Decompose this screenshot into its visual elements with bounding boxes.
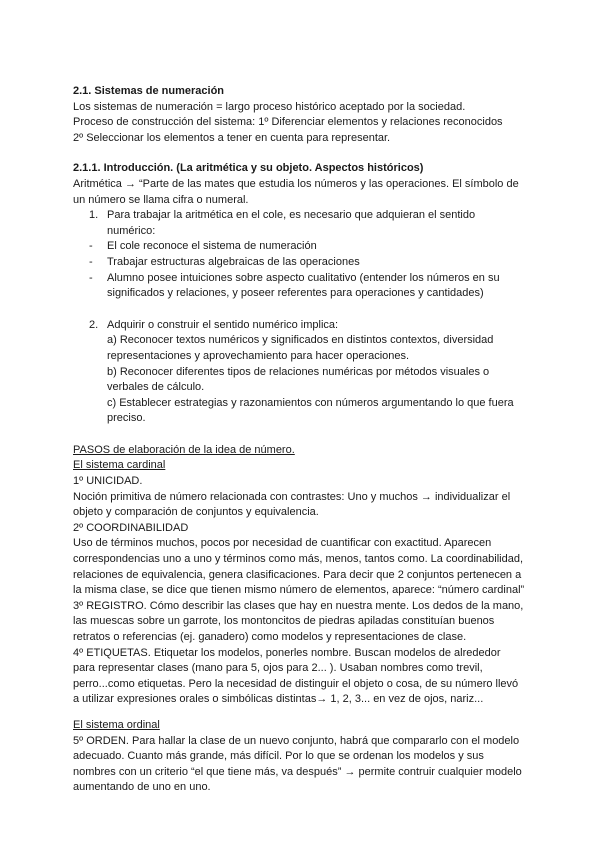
paragraph-line: nombres con un criterio “el que tiene más, va después” → permite contruir cualquier modelo (73, 765, 522, 778)
sub-item-line: verbales de cálculo. (107, 381, 205, 394)
sub-item-line: c) Establecer estrategias y razonamientos con números argumentando lo que fuera (107, 396, 514, 409)
list-marker: - (89, 240, 93, 253)
paragraph-line: adecuado. Cuanto más grande, más difícil. Por lo que se ordenan los modelos y sus (73, 750, 484, 763)
list-item-line: Alumno posee intuiciones sobre aspecto cualitativo (entender los números en su (107, 271, 500, 284)
paragraph-line: 2º COORDINABILIDAD (73, 521, 189, 534)
bullet-list-item (73, 271, 533, 302)
sub-item-line: a) Reconocer textos numéricos y significados en distintos contextos, diversidad (107, 334, 494, 347)
list-item-line: numérico: (107, 224, 156, 237)
list-marker: - (89, 271, 93, 284)
paragraph-line: Uso de términos muchos, pocos por necesidad de cuantificar con exactitud. Aparecen (73, 537, 492, 550)
paragraph-line: retratos o referencias (ej. ganadero) como modelos y representaciones de clase. (73, 631, 467, 643)
list-marker: 2. (89, 318, 99, 331)
list-marker: - (89, 255, 93, 268)
paragraph-line: Noción primitiva de número relacionada con contrastes: Uno y muchos → individualizar el (73, 490, 511, 503)
numbered-list-item-1 (73, 208, 533, 239)
list-item-line: Para trabajar la aritmética en el cole, es necesario que adquieran el sentido (107, 209, 476, 222)
paragraph-line: 4º ETIQUETAS. Etiquetar los modelos, ponerles nombre. Buscan modelos de alrededor (73, 646, 501, 659)
list-item-line: Trabajar estructuras algebraicas de las operaciones (107, 255, 360, 268)
list-marker: 1. (89, 209, 99, 222)
paragraph-line: un número se llama cifra o numeral. (73, 193, 249, 206)
paragraph-line: relaciones de equivalencia, genera clasificaciones. Para decir que 2 conjuntos pertenecen a (73, 568, 522, 581)
bullet-list-item (73, 239, 533, 255)
paragraph-line: para representar clases (mano para 5, ojos para 2... ). Usaban nombres como trevil, (73, 662, 483, 675)
numbered-list-item-2 (73, 318, 533, 334)
section-heading-2-1-1: 2.1.1. Introducción. (La aritmética y su objeto. Aspectos históricos) (73, 162, 424, 175)
bullet-list-item (73, 255, 533, 271)
paragraph-line: Los sistemas de numeración = largo proceso histórico aceptado por la sociedad. (73, 100, 466, 113)
section-heading-2-1: 2.1. Sistemas de numeración (73, 85, 225, 97)
paragraph-line: 3º REGISTRO. Cómo describir las clases que hay en nuestra mente. Los dedos de la mano, (73, 599, 524, 612)
subheading-ordinal: El sistema ordinal (73, 718, 160, 731)
sub-item-line: representaciones y aprovechamiento para hacer operaciones. (107, 349, 410, 362)
paragraph-line: Aritmética → “Parte de las mates que estudia los números y las operaciones. El símbolo de (73, 177, 519, 190)
list-item-line: significados y relaciones, y poseer referentes para operaciones y cantidades) (107, 287, 484, 300)
paragraph-line: objeto y comparación de conjuntos y equivalencia. (73, 506, 319, 519)
paragraph-line: 1º UNICIDAD. (73, 475, 143, 488)
section-heading-pasos: PASOS de elaboración de la idea de número. (73, 443, 295, 456)
paragraph-line: aumentando de uno en uno. (73, 781, 211, 794)
subheading-cardinal: El sistema cardinal (73, 459, 166, 472)
paragraph-line: 2º Seleccionar los elementos a tener en cuenta para representar. (73, 131, 391, 144)
list-item-line: El cole reconoce el sistema de numeración (107, 240, 317, 253)
paragraph-line: correspondencias uno a uno y términos como más, menos, tantos como. La coordinabilidad, (73, 553, 524, 566)
sub-item-line: preciso. (107, 412, 146, 425)
document-content (73, 84, 533, 796)
paragraph-line: Proceso de construcción del sistema: 1º Diferenciar elementos y relaciones reconocidos (73, 116, 503, 129)
sub-item-line: b) Reconocer diferentes tipos de relaciones numéricas por métodos visuales o (107, 365, 490, 378)
paragraph-line: las muescas sobre un garrote, los montoncitos de piedras apiladas constituían buenos (73, 615, 495, 628)
list-item-line: Adquirir o construir el sentido numérico implica: (107, 318, 339, 331)
paragraph-line: 5º ORDEN. Para hallar la clase de un nuevo conjunto, habrá que compararlo con el modelo (73, 734, 520, 747)
paragraph-line: perro...como etiquetas. Pero la necesidad de distinguir el objeto o cosa, de su número llevó (73, 677, 519, 690)
paragraph-line: a utilizar expresiones orales o simbólicas distintas→ 1, 2, 3... en vez de ojos, nariz... (73, 693, 484, 706)
paragraph-line: la misma clase, se dice que tienen mismo número de elementos, aparece: “número cardinal” (73, 584, 525, 597)
